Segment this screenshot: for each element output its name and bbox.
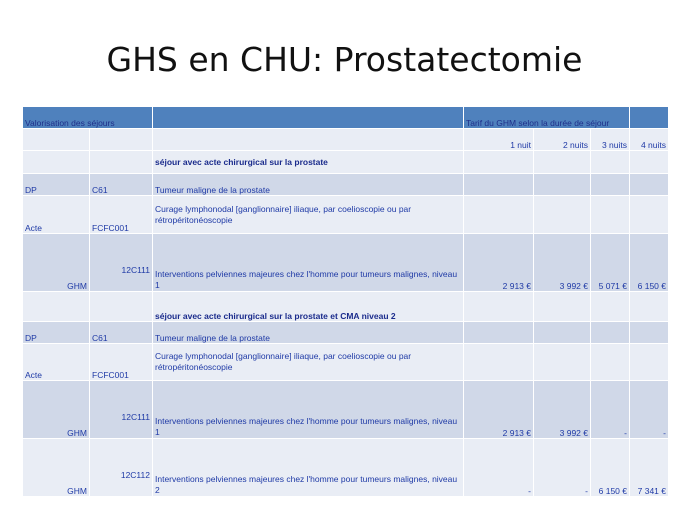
price-2-nuits: - (534, 439, 591, 497)
duration-1-nuit: 1 nuit (464, 129, 534, 151)
row-description: Interventions pelviennes majeures chez l'homme pour tumeurs malignes, niveau 2 (153, 439, 464, 497)
header-blank (153, 107, 464, 129)
header-blank-end (630, 107, 669, 129)
table-row (23, 344, 669, 381)
durations-row (23, 129, 669, 151)
row-label-acte: Acte (23, 196, 90, 234)
row-description: Curage lymphonodal [ganglionnaire] iliaque, par coelioscopie ou par rétropéritonéoscopie (153, 196, 464, 234)
price-1-nuit: 2 913 € (464, 381, 534, 439)
row-label-ghm: GHM (23, 381, 90, 439)
table-row (23, 439, 669, 497)
row-code: C61 (90, 174, 153, 196)
row-label-ghm: GHM (23, 439, 90, 497)
price-2-nuits: 3 992 € (534, 381, 591, 439)
row-label-acte: Acte (23, 344, 90, 381)
row-description: Tumeur maligne de la prostate (153, 322, 464, 344)
duration-3-nuits: 3 nuits (591, 129, 630, 151)
table-row (23, 196, 669, 234)
row-description: Tumeur maligne de la prostate (153, 174, 464, 196)
row-code: C61 (90, 322, 153, 344)
table-header-row (23, 107, 669, 129)
ghs-tariff-table (22, 106, 669, 497)
price-3-nuits: - (591, 381, 630, 439)
price-3-nuits: 6 150 € (591, 439, 630, 497)
header-tarif: Tarif du GHM selon la durée de séjour (464, 107, 630, 129)
section1-heading: séjour avec acte chirurgical sur la prostate (153, 151, 464, 174)
section1-heading-row (23, 151, 669, 174)
table-row (23, 234, 669, 292)
row-label-dp: DP (23, 174, 90, 196)
price-1-nuit: - (464, 439, 534, 497)
header-valorisation: Valorisation des séjours (23, 107, 153, 129)
price-4-nuits: - (630, 381, 669, 439)
row-description: Interventions pelviennes majeures chez l'homme pour tumeurs malignes, niveau 1 (153, 381, 464, 439)
table-row (23, 322, 669, 344)
row-label-dp: DP (23, 322, 90, 344)
row-code: 12C112 (90, 439, 153, 497)
duration-4-nuits: 4 nuits (630, 129, 669, 151)
row-description: Curage lymphonodal [ganglionnaire] iliaque, par coelioscopie ou par rétropéritonéoscopie (153, 344, 464, 381)
table-row (23, 381, 669, 439)
row-label-ghm: GHM (23, 234, 90, 292)
price-4-nuits: 6 150 € (630, 234, 669, 292)
section2-heading-row (23, 292, 669, 322)
row-code: FCFC001 (90, 196, 153, 234)
price-2-nuits: 3 992 € (534, 234, 591, 292)
slide-title: GHS en CHU: Prostatectomie (106, 40, 583, 79)
price-1-nuit: 2 913 € (464, 234, 534, 292)
row-code: 12C111 (90, 234, 153, 292)
row-description: Interventions pelviennes majeures chez l'homme pour tumeurs malignes, niveau 1 (153, 234, 464, 292)
duration-2-nuits: 2 nuits (534, 129, 591, 151)
row-code: 12C111 (90, 381, 153, 439)
section2-heading: séjour avec acte chirurgical sur la prostate et CMA niveau 2 (153, 292, 464, 322)
table-row (23, 174, 669, 196)
price-4-nuits: 7 341 € (630, 439, 669, 497)
price-3-nuits: 5 071 € (591, 234, 630, 292)
row-code: FCFC001 (90, 344, 153, 381)
